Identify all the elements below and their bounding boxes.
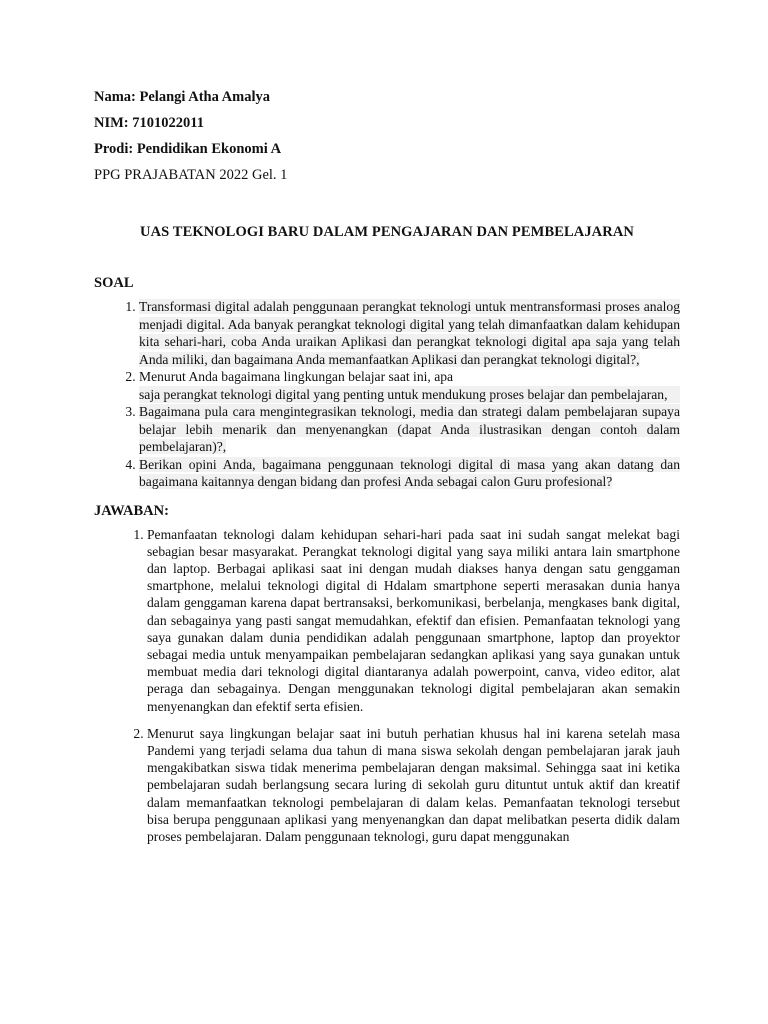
jawaban-list (94, 526, 680, 846)
soal-list (94, 298, 680, 491)
document-title: UAS TEKNOLOGI BARU DALAM PENGAJARAN DAN PEMBELAJARAN (140, 224, 634, 240)
jawaban-item: 2. Menurut saya lingkungan belajar saat ini butuh perhatian khusus hal ini karena setelah masa Pandemi yang terjadi selama dua tahun di mana siswa sekolah dengan pembelajaran jarak jauh mengakibatkan siswa tidak menerima pembelajaran dengan maksimal. Sehingga saat ini ketika pembelajaran sudah berlangsung secara luring di sekolah guru dituntut untuk aktif dan kreatif dalam memanfaatkan teknologi pembelajaran di dalam kelas. Pemanfaatan teknologi tersebut bisa berupa penggunaan aplikasi yang menyenangkan dan dapat melibatkan peserta didik dalam proses pembelajaran. Dalam penggunaan teknologi, guru dapat menggunakan (147, 725, 680, 845)
student-nim: NIM: 7101022011 (94, 115, 204, 131)
student-name: Nama: Pelangi Atha Amalya (94, 89, 271, 105)
soal-item (139, 368, 680, 403)
jawaban-item: 1. Pemanfaatan teknologi dalam kehidupan sehari-hari pada saat ini sudah sangat melekat bagi sebagian besar masyarakat. Perangkat teknologi digital yang saya miliki antara lain smartphone dan laptop. Berbagai aplikasi saat ini dengan mudah diakses hanya dengan satu genggaman smartphone, melalui teknologi digital di Hdalam smartphone seperti merasakan dunia hanya dalam genggaman karena dapat bertransaksi, berkomunikasi, berbelanja, mengkases bank digital, dan sebagainya yang pasti sangat memudahkan, efektif dan efisien. Pemanfaatan teknologi yang saya gunakan dalam dunia pendidikan adalah penggunaan smartphone, laptop dan proyektor sebagai media untuk menyampaikan pembelajaran sedangkan aplikasi yang saya gunakan untuk membuat media dari teknologi digital diantaranya adalah powerpoint, canva, video editor, alat peraga dan sebagainya. Dengan menggunakan teknologi digital pembelajaran akan semakin menyenangkan dan efektif serta efisien. (147, 526, 680, 715)
soal-text: Berikan opini Anda, bagaimana penggunaan teknologi digital di masa yang akan datang dan bagaimana kaitannya dengan bidang dan profesi Anda sebagai calon Guru profesional? (139, 456, 680, 489)
jawaban-heading: JAWABAN: (94, 502, 169, 519)
soal-heading: SOAL (94, 275, 134, 291)
soal-item (139, 456, 680, 491)
soal-text-continued: saja perangkat teknologi digital yang penting untuk mendukung proses belajar dan pembelajaran, (139, 386, 680, 404)
ppg-batch: PPG PRAJABATAN 2022 Gel. 1 (94, 167, 288, 183)
soal-text: Menurut Anda bagaimana lingkungan belajar saat ini, apa (139, 369, 454, 384)
student-prodi: Prodi: Pendidikan Ekonomi A (94, 141, 282, 157)
soal-item (139, 298, 680, 368)
soal-text: Transformasi digital adalah penggunaan perangkat teknologi untuk mentransformasi proses analog menjadi digital. Ada banyak perangkat teknologi digital yang telah dimanfaatkan dalam kehidupan kita sehari-hari, coba Anda uraikan Aplikasi dan perangkat teknologi digital apa saja yang telah Anda miliki, dan bagaimana Anda memanfaatkan Aplikasi dan perangkat teknologi digital?, (139, 299, 680, 367)
soal-item (139, 403, 680, 456)
soal-text: Bagaimana pula cara mengintegrasikan teknologi, media dan strategi dalam pembelajaran supaya belajar lebih menarik dan menyenangkan (dapat Anda ilustrasikan dengan contoh dalam pembelajaran)?, (139, 404, 680, 454)
